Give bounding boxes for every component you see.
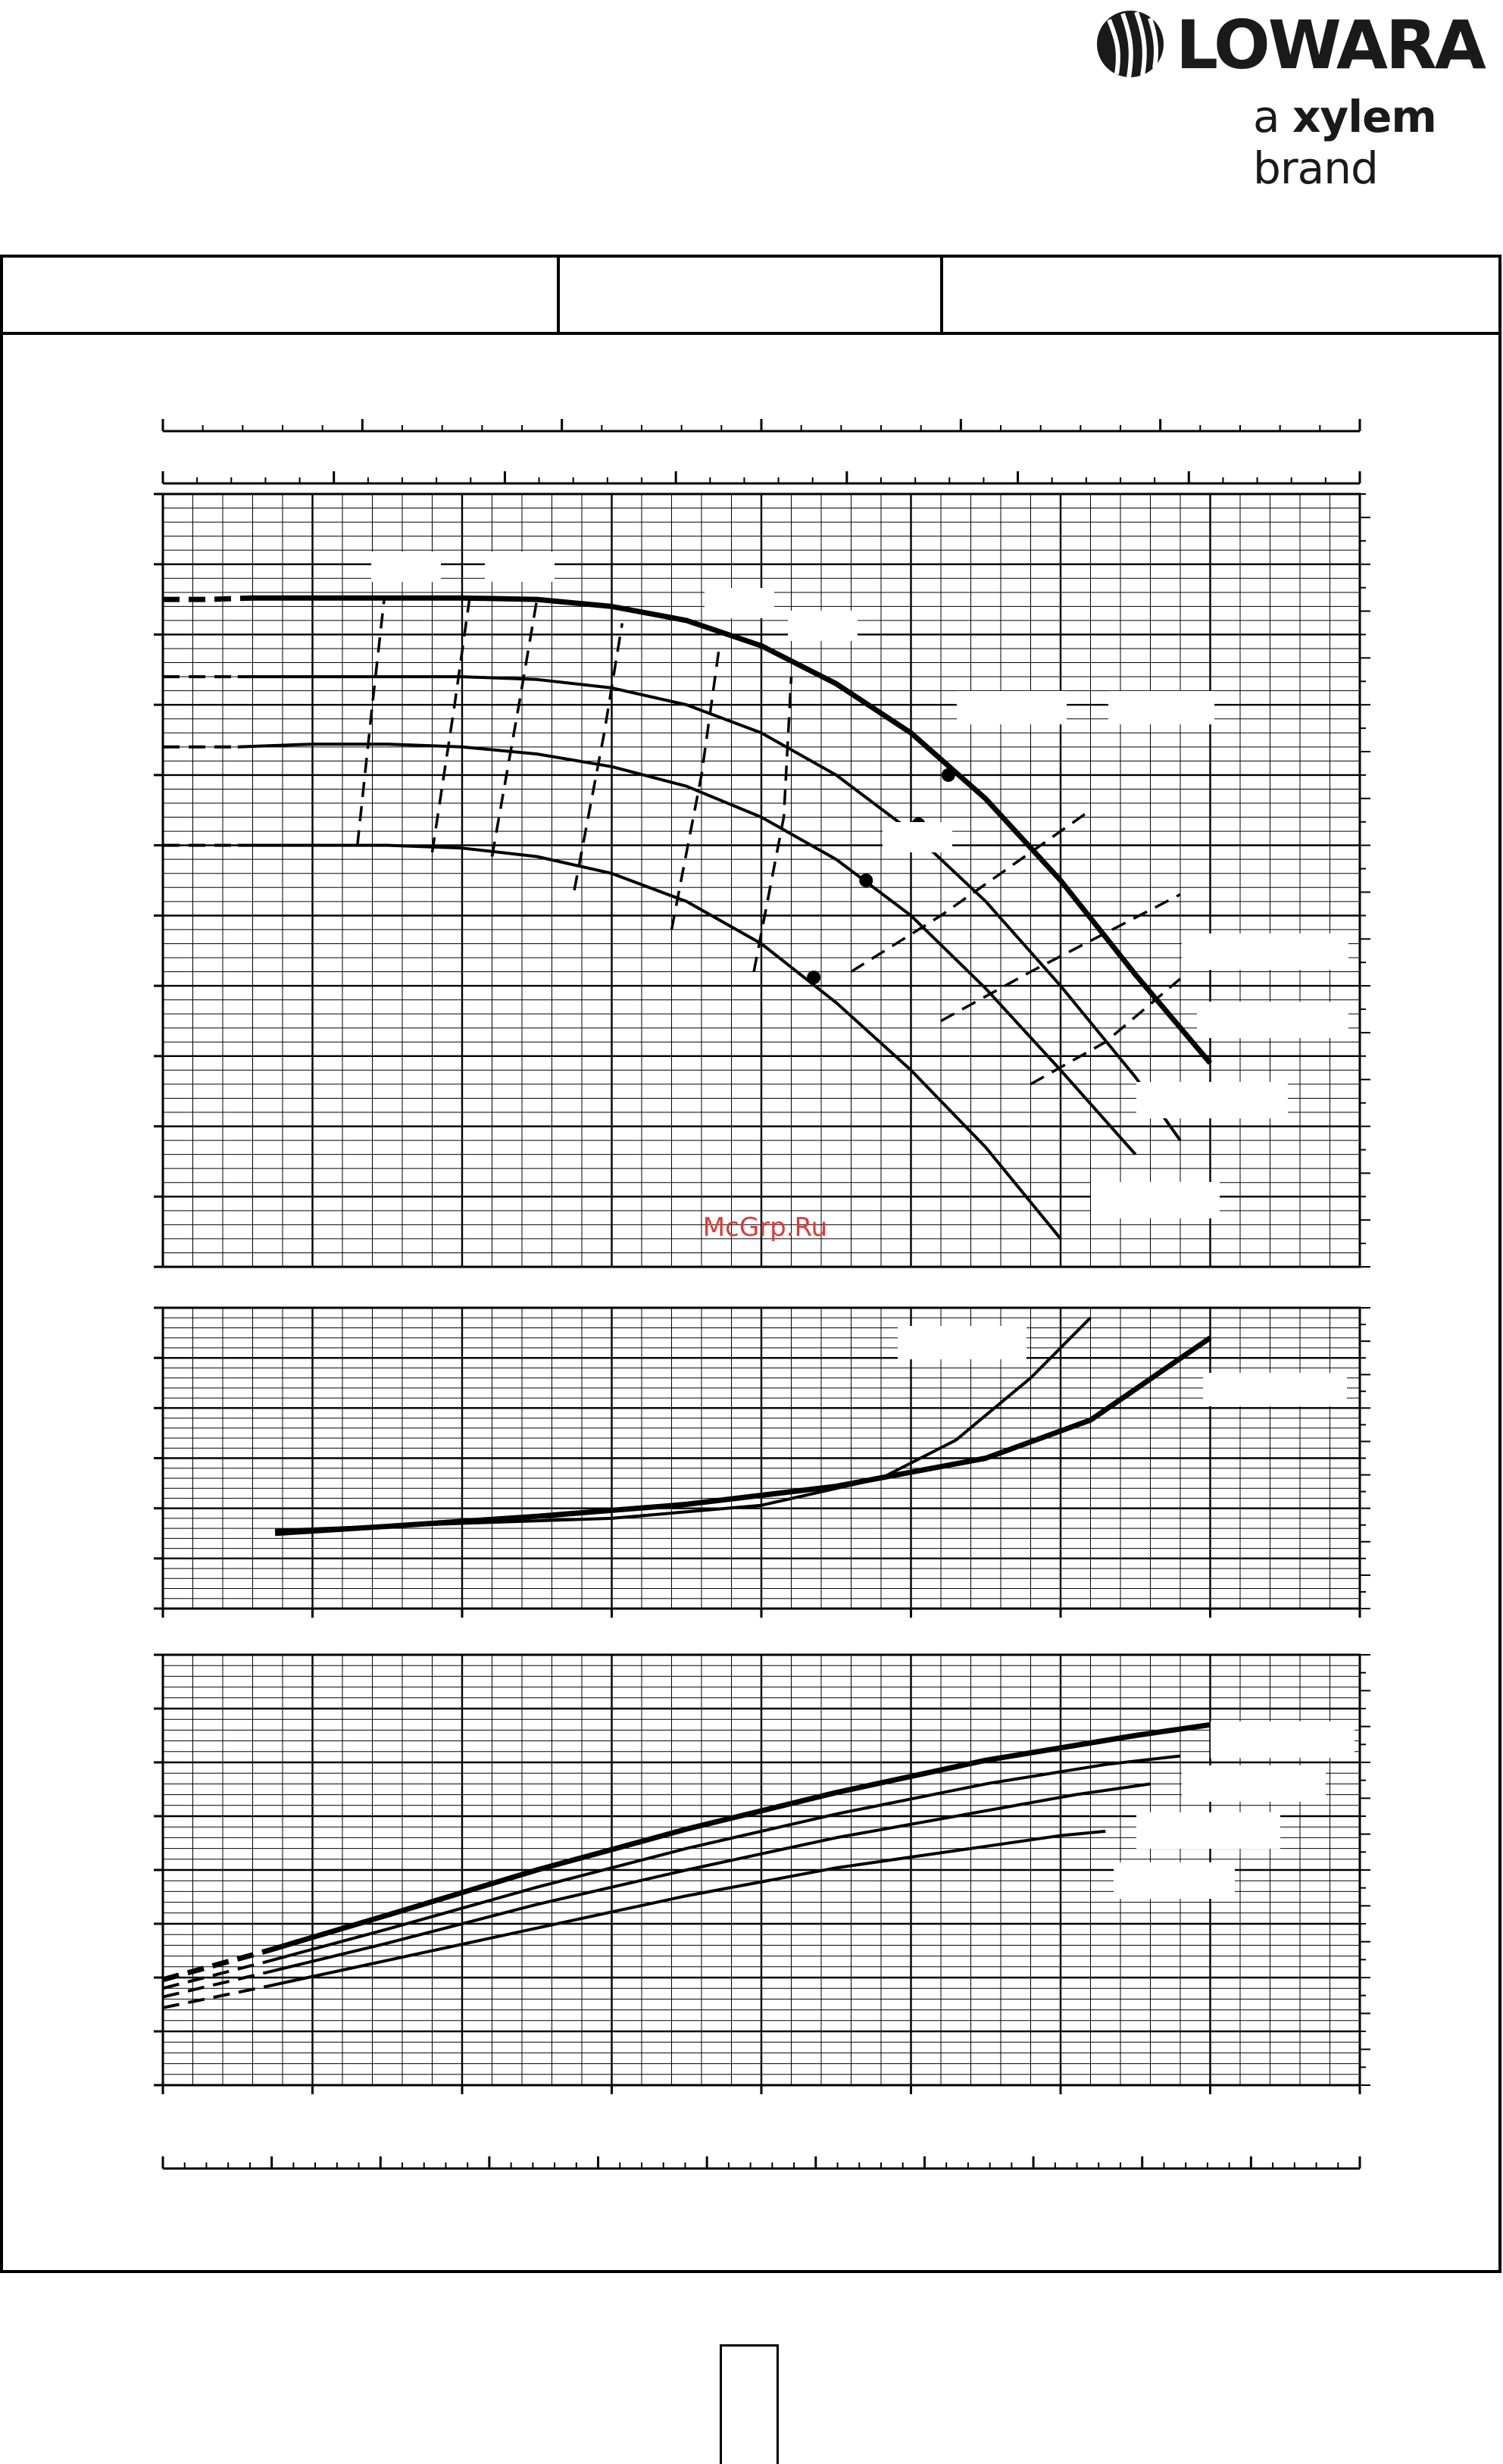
curve-label-patch	[485, 552, 555, 582]
curve-label-patch	[1182, 933, 1348, 970]
curve-label-patch	[883, 822, 952, 852]
watermark-text: McGrp.Ru	[702, 1212, 828, 1243]
head-duty-point-2	[859, 874, 873, 887]
npsh-series-0	[275, 1338, 1210, 1534]
power-series-1	[267, 1756, 1180, 1962]
brand-name: LOWARA	[1176, 6, 1484, 84]
head-series-1	[238, 677, 1180, 1140]
curve-label-patch	[1091, 1182, 1220, 1218]
head-duty-point-3	[807, 971, 820, 984]
tagline-suffix: brand	[1253, 142, 1378, 194]
power-series-3-dashed	[163, 1986, 267, 2007]
power-series-3	[267, 1831, 1105, 1987]
curve-label-patch	[705, 588, 774, 618]
power-series-2	[267, 1784, 1150, 1972]
curve-label-patch	[1136, 1812, 1280, 1849]
curve-label-patch	[1197, 1002, 1348, 1038]
head-efficiency-curve-1	[433, 598, 470, 852]
curve-label-patch	[1114, 1862, 1235, 1899]
curve-label-patch	[957, 691, 1067, 724]
curve-label-patch	[898, 1326, 1026, 1359]
curve-label-patch	[1136, 1082, 1288, 1118]
head-series-0-dashed	[163, 598, 253, 599]
curve-label-patch	[371, 552, 441, 582]
tagline-prefix: a	[1253, 91, 1292, 142]
head-efficiency-curve-4	[672, 646, 720, 930]
head-duty-point-0	[942, 768, 955, 782]
head-efficiency-curve-8	[1031, 979, 1181, 1084]
curve-label-patch	[1211, 1721, 1355, 1758]
page-number-box	[720, 2344, 779, 2464]
curve-label-patch	[1203, 1373, 1347, 1406]
outer-frame	[2, 256, 1500, 2272]
curve-label-patch	[788, 611, 858, 641]
tagline-brand: xylem	[1292, 91, 1436, 142]
curve-label-patch	[1182, 1765, 1326, 1802]
head-efficiency-curve-2	[492, 599, 537, 856]
curve-label-patch	[1108, 691, 1214, 724]
